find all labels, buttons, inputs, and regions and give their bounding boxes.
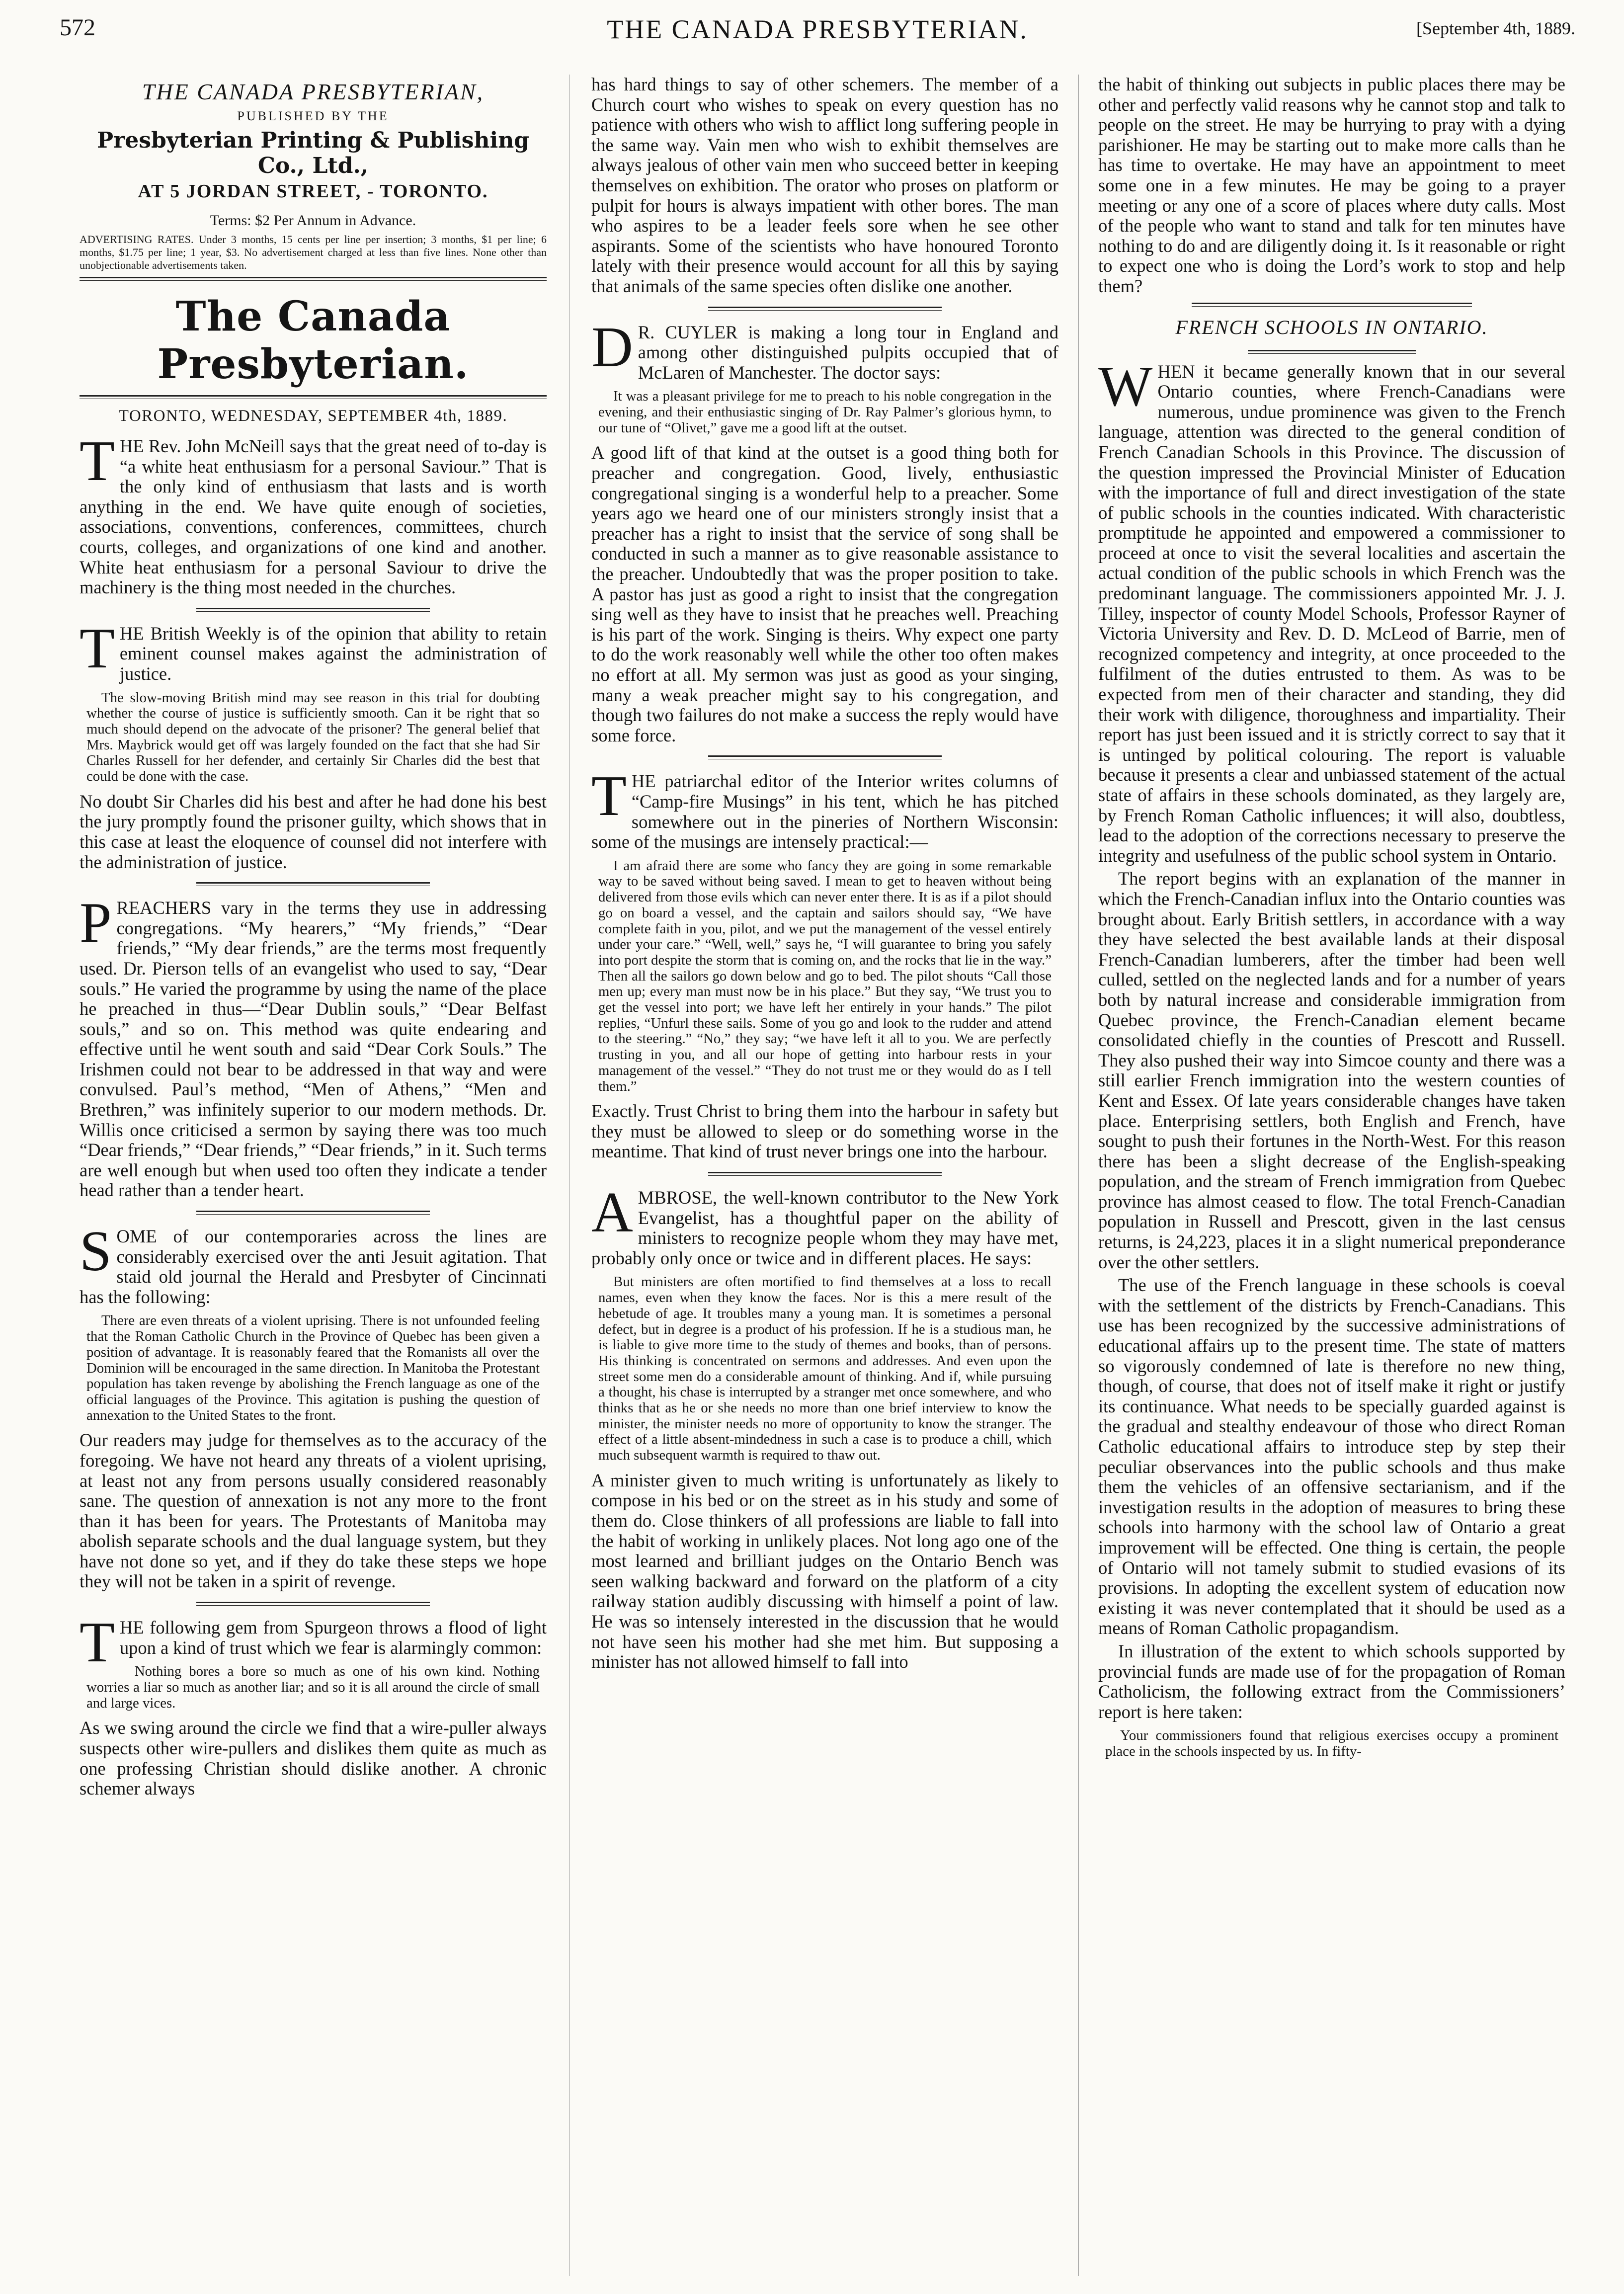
divider: [708, 755, 942, 759]
article-paragraph: HE following gem from Spurgeon throws a flood of light upon a kind of trust which we fear is alarmingly common:: [119, 1617, 547, 1658]
article-continuation: the habit of thinking out subjects in public places there may be other and perfectly valid reasons why he cannot stop and talk to people on the street. He may be hurrying to pray with a dying parishioner. He may be starting out to make more calls than he has time to overtake. He may have an appointment to meet some one in a few minutes. He may be going to a prayer meeting or any one of a score of places where duty calls. Most of the people who want to stand and talk for ten minutes have nothing to do and are diligently doing it. Is it reasonable or right to expect one who is doing the Lord’s work to stop and help them?: [1098, 75, 1565, 296]
article-paragraph: As we swing around the circle we find that a wire-puller always suspects other wire-pullers and dislikes them quite as much as one professing Christian should dislike another. A chronic schemer always: [80, 1718, 547, 1799]
quoted-extract: There are even threats of a violent uprising. There is not unfounded feeling that the Roman Catholic Church in the Province of Quebec has been given a position of advantage. It is reasonably feared that the Romanists all over the Dominion will be encouraged in the same direction. In Manitoba the Protestant population has taken revenge by abolishing the French language as one of the official languages of the Province. This agitation is pushing the question of annexation to the United States to the front.: [86, 1312, 540, 1423]
drop-cap: D: [591, 315, 633, 379]
article-paragraph: HE patriarchal editor of the Interior writes columns of “Camp-fire Musings” in his tent, which he has pitched somewhere out in the pineries of Northern Wisconsin: some of the musings are intensely practical:—: [591, 771, 1058, 852]
divider: [708, 1172, 942, 1176]
dateline: TORONTO, WEDNESDAY, SEPTEMBER 4th, 1889.: [118, 407, 508, 425]
column-1: [80, 75, 547, 2281]
article-paragraph: MBROSE, the well-known contributor to the New York Evangelist, has a thoughtful paper on the ability of ministers to recognize people whom they may have met, probably only once or twice and in different places. He says:: [591, 1187, 1058, 1268]
masthead: [80, 79, 547, 272]
quoted-extract: I am afraid there are some who fancy they are going in some remarkable way to be saved without being saved. I mean to get to heaven without being delivered from those evils which can never enter there. It is as if a pilot should go on board a vessel, and the captain and sailors should say, “We have complete faith in you, pilot, and we put the management of the vessel entirely under your care.” “Well, well,” says he, “I will guarantee to bring you safely into port despite the storm that is coming on, and the rocks that lie in the way.” Then all the sailors go down below and go to bed. The pilot shouts “Call those men up; every man must now be in his place.” But they say, “We trust you to get the vessel into port; we have left her entirely in your hands.” The pilot replies, “Unfurl these sails. Some of you go and look to the rudder and attend to the steering.” “No,” they say; “we have left it all to you. We are perfectly trusting in you, and all our hope of getting into harbour rests in your management of the vessel.” “They do not trust me or they would do as I tell them.”: [598, 857, 1052, 1094]
divider: [1248, 350, 1416, 354]
quoted-extract: Nothing bores a bore so much as one of his own kind. Nothing worries a liar so much as another liar; and so it is all around the circle of small and large vices.: [86, 1663, 540, 1711]
divider: [80, 395, 547, 399]
column-rule: [1078, 75, 1079, 2276]
quoted-extract: Your commissioners found that religious exercises occupy a prominent place in the schools inspected by us. In fifty-: [1105, 1727, 1558, 1760]
drop-cap: T: [591, 764, 627, 828]
drop-cap: T: [80, 1611, 115, 1675]
article-interior: [591, 764, 1058, 1162]
article-ambrose: [591, 1181, 1058, 1672]
article-spurgeon: [80, 1611, 547, 1799]
column-2: [591, 75, 1058, 2281]
article-paragraph: The use of the French language in these schools is coeval with the settlement of the districts by French-Canadians. This use has been recognized by the successive administrations of educational affairs up to the present time. The state of matters so vigorously condemned of late is therefore no new thing, though, of course, that does not of itself make it right or justify its continuance. What needs to be specially guarded against is the gradual and stealthy endeavour of those who direct Roman Catholic educational affairs to introduce step by step their peculiar observances into the public schools and thus make them the vehicles of an offensive sectarianism, and if the investigation results in the adoption of measures to bring these schools into harmony with the school law of Ontario a great improvement will be effected. One thing is certain, the people of Ontario will not tamely submit to studied evasions of its provisions. In adopting the excellent system of education now existing it was never contemplated that it should be used as a means of Roman Catholic propagandism.: [1098, 1275, 1565, 1639]
article-cuyler: [591, 315, 1058, 746]
article-paragraph: No doubt Sir Charles did his best and after he had done his best the jury promptly found the prisoner guilty, which shows that in this case at least the eloquence of counsel did not interfere with the administration of justice.: [80, 791, 547, 872]
article-mcneill: [80, 429, 547, 598]
masthead-title: THE CANADA PRESBYTERIAN,: [142, 79, 485, 104]
divider: [708, 307, 942, 311]
drop-cap: A: [591, 1181, 633, 1245]
masthead-company: Presbyterian Printing & Publishing Co., Ltd.,: [96, 128, 530, 178]
nameplate: The Canada Presbyterian.: [157, 293, 469, 388]
article-continuation: has hard things to say of other schemers. The member of a Church court who wishes to speak on every question has no patience with others who wish to afflict long suffering people in the same way. Vain men who wish to exhibit themselves are always jealous of other vain men who succeed better in keeping themselves on exhibition. The orator who proses on platform or pulpit for hours is always impatient with other bores. The man who aspires to be a leader feels sore when he see other aspirants. Some of the scientists who have honoured Toronto lately with their presence would account for all this by saying that animals of the same species often dislike one another.: [591, 75, 1058, 296]
divider: [196, 608, 430, 612]
masthead-published-by: PUBLISHED BY THE: [237, 109, 389, 123]
article-paragraph: OME of our contemporaries across the lines are considerably exercised over the anti Jesuit agitation. That staid old journal the Herald and Presbyter of Cincinnati has the following:: [80, 1226, 547, 1307]
article-paragraph: A minister given to much writing is unfortunately as likely to compose in his bed or on the street as in his study and some of them do. Close thinkers of all professions are liable to fall into the habit of working in unlikely places. Not long ago one of the most learned and brilliant judges on the Ontario Bench was seen walking backward and forward on the platform of a city railway station audibly discussing with himself a point of law. He was so intensely interested in the discussion that he would not have seen his mother had she met him. But supposing a minister has not allowed himself to fall into: [591, 1470, 1058, 1672]
divider: [196, 1211, 430, 1215]
running-title: THE CANADA PRESBYTERIAN.: [607, 14, 1028, 44]
article-paragraph: HEN it became generally known that in our several Ontario counties, where French-Canadians were numerous, undue prominence was given to the French language, attention was directed to the general condition of French Canadian Schools in this Province. The discussion of the question impressed the Provincial Minister of Education with the importance of full and direct investigation of the state of public schools in the counties indicated. With characteristic promptitude he appointed and empowered a commissioner to proceed at once to visit the several localities and ascertain the actual condition of the public schools in which French was the predominant language. The commissioners appointed Mr. J. J. Tilley, inspector of county Model Schools, Professor Rayner of Victoria University and Rev. D. D. McLeod of Barrie, men of recognized competency and integrity, at once proceeded to the fulfilment of the duties entrusted to them. As was to be expected from men of their character and standing, they did their work with diligence, thoroughness and impartiality. Their report has just been issued and it is strictly correct to say that it is untinged by political colouring. The report is valuable because it presents a clear and unbiassed statement of the actual state of affairs in these schools dominated, as they largely are, by French Roman Catholic influences; it will also, doubtless, lead to the adoption of the corrections necessary to preserve the integrity and usefulness of the public school system in Ontario.: [1098, 361, 1565, 866]
quoted-extract: It was a pleasant privilege for me to preach to his noble congregation in the evening, and their enthusiastic singing of Dr. Ray Palmer’s glorious hymn, to our tune of “Olivet,” gave me a good lift at the outset.: [598, 388, 1052, 436]
divider: [80, 277, 547, 281]
divider: [1192, 303, 1472, 307]
drop-cap: W: [1098, 354, 1153, 418]
article-paragraph: REACHERS vary in the terms they use in addressing congregations. “My hearers,” “My friends,” “Dear friends,” “My dear friends,” are the terms most frequently used. Dr. Pierson tells of an evangelist who used to say, “Dear souls.” He varied the programme by using the name of the place he preached in thus—“Dear Dublin souls,” “Dear Belfast souls,” and so on. This method was quite endearing and effective until he went south and said “Dear Cork Souls.” The Irishmen could not bear to be addressed in that way and were convulsed. Paul’s method, “Men of Athens,” “Men and Brethren,” was infinitely superior to our modern methods. Dr. Willis once criticised a sermon by saying there was too much “Dear friends,” “Dear friends,” “Dear friends,” in it. Such terms are well enough but when used too often they indicate a tender head rather than a tender heart.: [80, 898, 547, 1201]
masthead-address: AT 5 JORDAN STREET, - TORONTO.: [138, 181, 488, 202]
article-paragraph: In illustration of the extent to which schools supported by provincial funds are made use of for the propagation of Roman Catholicism, the following extract from the Commissioners’ report is here taken:: [1098, 1640, 1565, 1722]
section-title: FRENCH SCHOOLS IN ONTARIO.: [1175, 316, 1488, 338]
article-french-schools: [1098, 354, 1565, 1760]
article-paragraph: HE Rev. John McNeill says that the great need of to-day is “a white heat enthusiasm for a personal Saviour.” That is the only kind of enthusiasm that lasts and is worth anything in the end. We have quite enough of societies, associations, conventions, conferences, committees, church courts, colleges, and organizations of one kind and another. White heat enthusiasm for a personal Saviour to drive the machinery is the thing most needed in the churches.: [80, 436, 547, 598]
article-paragraph: Exactly. Trust Christ to bring them into the harbour in safety but they must be allowed to sleep or do something worse in the meantime. That kind of trust never brings one into the harbour.: [591, 1101, 1058, 1162]
article-paragraph: A good lift of that kind at the outset is a good thing both for preacher and congregation. Good, lively, enthusiastic congregational singing is a wonderful help to a preacher. Some years ago we heard one of our ministers strongly insist that a preacher has a right to insist that the service of song shall be conducted in such a manner as to give reasonable assistance to the preacher. Undoubtedly that was the proper position to take. A pastor has just as good a right to insist that the congregation sing well as they have to insist that he preaches well. Preaching is his part of the work. Singing is theirs. Why expect one party to do the work reasonably well while the other too often makes no effort at all. My sermon was just as good as your singing, many a weak preacher might say to his congregation, and though two failures do not make a success the reply would have some force.: [591, 442, 1058, 745]
column-3: [1098, 75, 1565, 2281]
masthead-rates: ADVERTISING RATES. Under 3 months, 15 cents per line per insertion; 3 months, $1 per line; 6 months, $1.75 per line; 1 year, $3. No advertisement charged at less than five lines. None other than unobjectionable advertisements taken.: [80, 233, 547, 271]
page-number: 572: [60, 14, 95, 41]
article-paragraph: The report begins with an explanation of the manner in which the French-Canadian influx into the Ontario counties was brought about. Early British settlers, in accordance with a way they have selected the best available lands at their disposal French-Canadian lumberers, after the timber had been well culled, settled on the neglected lands and for a number of years both by natural increase and considerable immigration from Quebec province, the French-Canadian element became consolidated chiefly in the counties of Prescott and Russell. They also pushed their way into Simcoe county and there was a still earlier French immigration into the western counties of Kent and Essex. Of late years considerable changes have taken place. Enterprising settlers, both English and French, have sought to push their fortunes in the North-West. For this reason there has been a slight decrease of the English-speaking population, and the stream of French immigration from Quebec province has almost ceased to flow. The total French-Canadian population in Russell and Prescott, given in the last census returns, is 24,223, places it in a slight numerical preponderance over the other settlers.: [1098, 868, 1565, 1272]
drop-cap: T: [80, 429, 115, 493]
quoted-extract: The slow-moving British mind may see reason in this trial for doubting whether the course of justice is sufficiently smooth. Can it be right that so much should depend on the advocate of the prisoner? The general belief that Mrs. Maybrick would get off was largely founded on the fact that she had Sir Charles Russell for her defender, and certainly Sir Charles did the best that could be done with the case.: [86, 689, 540, 785]
article-paragraph: HE British Weekly is of the opinion that ability to retain eminent counsel makes against the administration of justice.: [119, 623, 547, 684]
divider: [196, 882, 430, 886]
page-header: [60, 14, 1575, 49]
drop-cap: P: [80, 891, 112, 955]
article-british-weekly: [80, 616, 547, 872]
article-anti-jesuit: [80, 1220, 547, 1592]
masthead-terms: Terms: $2 Per Annum in Advance.: [210, 212, 416, 229]
article-paragraph: Our readers may judge for themselves as to the accuracy of the foregoing. We have not heard any threats of a violent uprising, at least not any from persons usually considered reasonably sane. The question of annexation is not any more to the front than it has been for years. The Protestants of Manitoba may abolish separate schools and the dual language system, but they have not done so yet, and if they do take these steps we hope they will not be taken in a spirit of revenge.: [80, 1430, 547, 1592]
drop-cap: S: [80, 1220, 112, 1284]
article-preachers: [80, 891, 547, 1201]
quoted-extract: But ministers are often mortified to find themselves at a loss to recall names, even when they know the faces. Nor is this a mere result of the hebetude of age. It troubles many a young man. It is sometimes a personal defect, but in degree is a product of his profession. If he is a studious man, he is liable to give more time to the study of themes and books, than of persons. His thinking is concentrated on sermons and addresses. And even upon the street some men do a considerable amount of thinking. And if, while pursuing a thought, his chase is interrupted by a stranger met once somewhere, and who thinks that as he or she needs no more than one brief interview to know the minister, the minister needs no more of opportunity to know the stranger. The effect of a little absent-mindedness in such a case is to produce a chill, which much subsequent warmth is required to thaw out.: [598, 1274, 1052, 1464]
running-date: [September 4th, 1889.: [1416, 18, 1575, 38]
article-paragraph: R. CUYLER is making a long tour in England and among other distinguished pulpits occupied that of McLaren of Manchester. The doctor says:: [638, 322, 1058, 383]
divider: [196, 1602, 430, 1606]
drop-cap: T: [80, 616, 115, 680]
